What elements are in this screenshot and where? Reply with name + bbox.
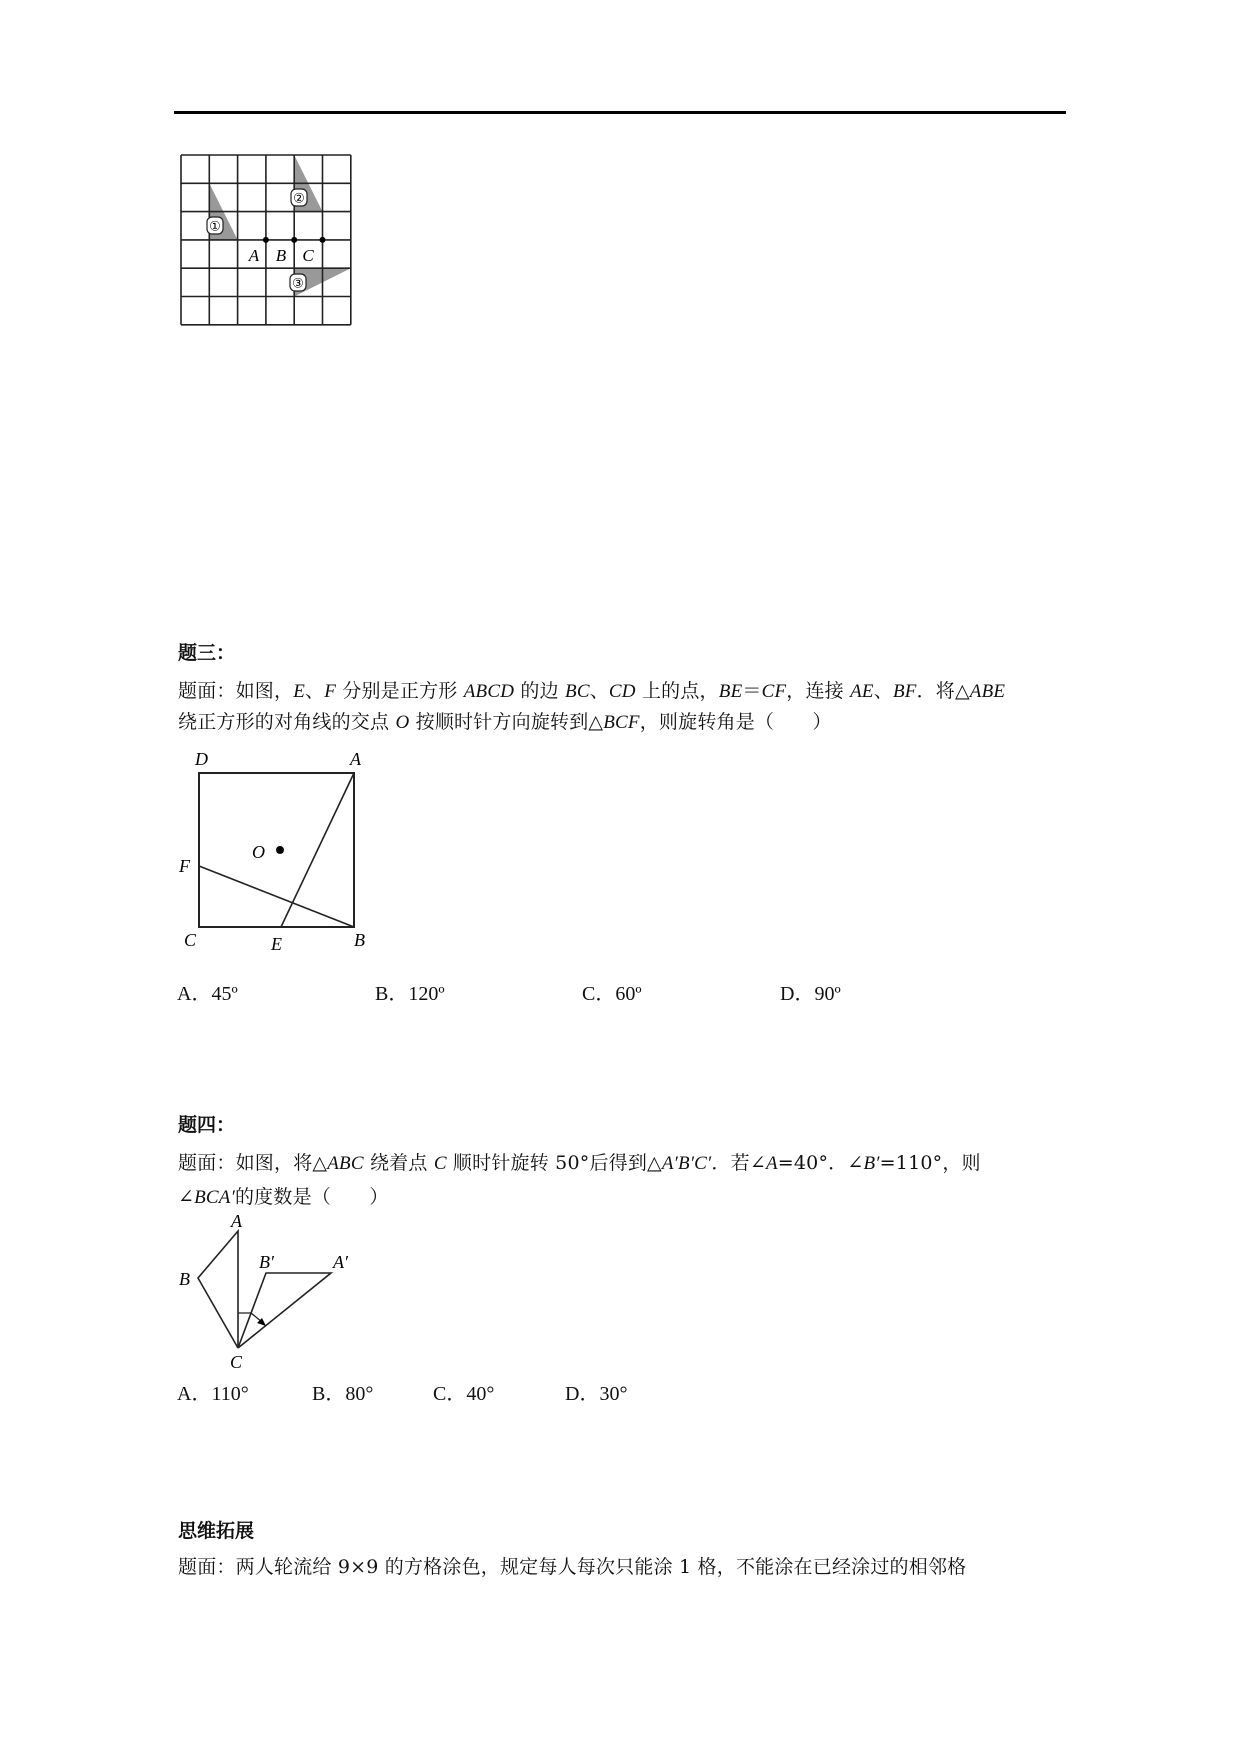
text-segment: ABCD [463,681,515,702]
text-segment: AE [850,681,874,702]
q4-heading: 题四： [178,1114,236,1136]
text-segment: A [765,1153,778,1174]
label-c: C [184,930,197,950]
label-d: D [195,749,208,769]
q3-option-c[interactable]: C．60º [582,983,642,1005]
text-segment: ，则旋转角是（ ） [639,711,832,733]
text-segment: ．若∠ [711,1152,766,1174]
shape-label-3: ③ [292,275,304,291]
text-segment: ＝ [742,680,762,702]
square-figure [176,745,376,957]
extension-heading: 思维拓展 [178,1520,255,1542]
label-e: E [271,934,282,954]
text-segment: 分别是正方形 [336,680,464,702]
grid-dot [320,237,326,243]
text-segment: 、 [873,680,893,702]
q3-heading: 题三： [178,642,236,664]
segment-ae [281,773,354,927]
label-a: A [231,1211,242,1231]
text-segment: BCA′ [194,1187,235,1208]
label-b: B [354,930,365,950]
text-segment: 、 [589,680,609,702]
text-segment: 绕着点 [363,1152,434,1174]
text-segment: 题面：如图，将△ [178,1152,328,1174]
text-segment: 的边 [514,680,566,702]
q3-option-d[interactable]: D．90º [780,983,841,1005]
text-segment: 上的点， [635,680,719,702]
text-segment: O [395,712,410,733]
q3-option-a[interactable]: A．45º [177,983,238,1005]
q4-option-b[interactable]: B．80° [312,1383,374,1405]
grid-dot [263,237,269,243]
q3-line-1 [178,676,1005,707]
text-segment: =40°．∠ [777,1152,864,1174]
text-segment: 绕正方形的对角线的交点 [178,711,396,733]
text-segment: 题面 [178,680,217,702]
triangle-a1b1c [238,1273,331,1348]
rotation-figure [170,1210,370,1375]
text-segment: 顺时针旋转 50°后得到△ [446,1152,662,1174]
q3-line-2 [178,707,832,738]
label-a: A [350,749,361,769]
text-segment: BC [565,681,590,702]
shape-label-2: ② [293,190,305,206]
grid-dot [291,237,297,243]
grid-figure [176,150,358,332]
q4-option-a[interactable]: A．110° [177,1383,249,1405]
triangle-abc [198,1231,238,1348]
text-segment: ABE [969,681,1006,702]
q4-line-2 [178,1182,389,1213]
text-segment: BE [718,681,743,702]
label-b-prime: B′ [259,1252,274,1272]
text-segment: ：如图， [216,680,294,702]
header-rule [174,111,1066,114]
label-b: B [179,1269,190,1289]
text-segment: CD [608,681,636,702]
q3-option-b[interactable]: B．120º [375,983,445,1005]
segment-bf [199,866,354,927]
q4-line-1 [178,1148,981,1179]
text-segment: ∠ [178,1186,195,1208]
text-segment: ，连接 [786,680,851,702]
point-label-c: C [302,246,314,265]
text-segment: B′ [863,1153,880,1174]
text-segment: 、 [305,680,325,702]
label-c: C [230,1352,243,1372]
text-segment: BF [892,681,917,702]
text-segment: E [293,681,306,702]
shape-label-1: ① [209,218,221,234]
text-segment: ．将△ [916,680,970,702]
text-segment: 按顺时针方向旋转到△ [409,711,604,733]
point-label-a: A [248,246,260,265]
q4-option-c[interactable]: C．40° [433,1383,495,1405]
label-a-prime: A′ [333,1252,348,1272]
text-segment: ABC [327,1153,364,1174]
text-segment: 的度数是（ ） [234,1186,389,1208]
text-segment: A′B′C′ [661,1153,712,1174]
extension-line-1: 题面：两人轮流给 9×9 的方格涂色，规定每人每次只能涂 1 格，不能涂在已经涂过的相邻格 [178,1556,967,1578]
text-segment: =110°，则 [879,1152,981,1174]
q4-option-d[interactable]: D．30° [565,1383,628,1405]
center-point-o [276,846,284,854]
text-segment: F [324,681,337,702]
text-segment: CF [761,681,787,702]
label-o: O [252,842,265,862]
label-f: F [179,856,190,876]
text-segment: C [433,1153,447,1174]
point-label-b: B [275,246,287,265]
text-segment: BCF [603,712,640,733]
